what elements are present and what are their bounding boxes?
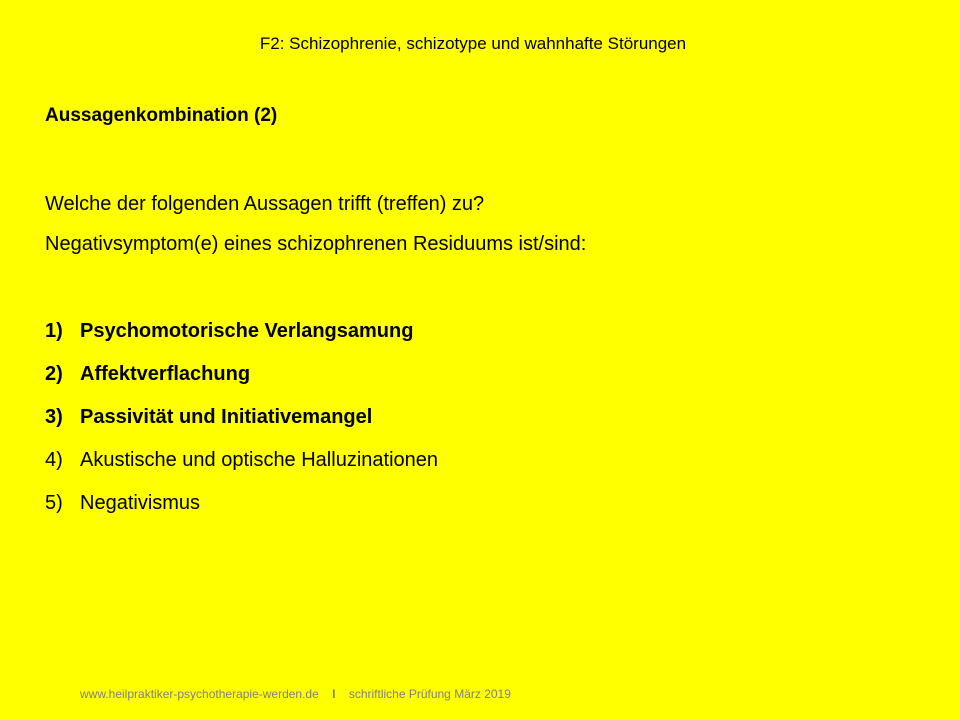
slide-footer	[80, 686, 511, 702]
question-block	[45, 191, 586, 271]
footer-separator: I	[332, 687, 336, 701]
option-number: 2)	[45, 363, 63, 385]
answer-option-5	[45, 492, 438, 535]
answer-option-3	[45, 406, 438, 449]
question-subtext: Negativsymptom(e) eines schizophrenen Residuums ist/sind:	[45, 233, 587, 255]
option-number: 3)	[45, 406, 63, 428]
option-number: 1)	[45, 320, 63, 342]
option-text: Affektverflachung	[80, 363, 251, 385]
option-text: Passivität und Initiativemangel	[80, 406, 373, 428]
option-text: Akustische und optische Halluzinationen	[80, 449, 438, 471]
option-text: Psychomotorische Verlangsamung	[80, 320, 414, 342]
answer-options	[45, 320, 438, 535]
section-title: Aussagenkombination (2)	[45, 105, 278, 126]
option-number: 5)	[45, 492, 63, 514]
answer-option-2	[45, 363, 438, 406]
option-number: 4)	[45, 449, 63, 471]
option-text: Negativismus	[80, 492, 201, 514]
question-text: Welche der folgenden Aussagen trifft (treffen) zu?	[45, 193, 485, 215]
slide-header: F2: Schizophrenie, schizotype und wahnhafte Störungen	[259, 34, 687, 53]
footer-exam-info: schriftliche Prüfung März 2019	[348, 687, 511, 701]
answer-option-4	[45, 449, 438, 492]
footer-website: www.heilpraktiker-psychotherapie-werden.de	[80, 687, 319, 701]
answer-option-1	[45, 320, 438, 363]
